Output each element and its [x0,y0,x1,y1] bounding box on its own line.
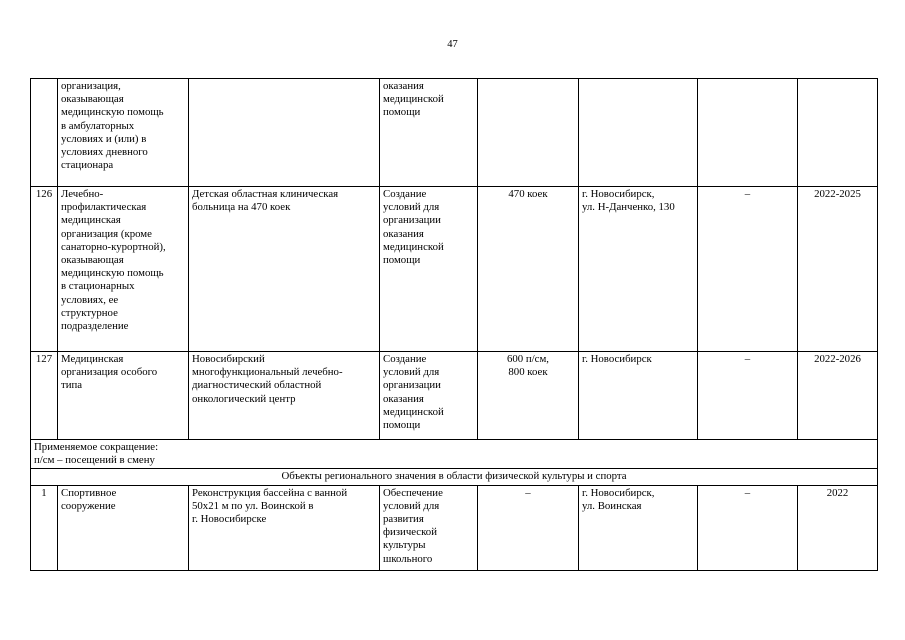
object-type-cell-line: структурное [61,306,118,319]
object-type-cell-line: санаторно-курортной), [61,240,166,253]
object-type-cell-line: медицинскую помощь [61,267,164,280]
capacity-cell-line: 470 коек [508,188,548,200]
object-type-cell-line: Медицинская [61,353,124,365]
purpose-cell-line: Создание [383,188,427,200]
purpose-cell [380,79,478,187]
capacity-cell-line: 600 п/см, [507,353,549,365]
purpose-cell-line: организации [383,379,441,392]
object-name-cell-line: Детская областная клиническая [192,188,339,200]
object-name-cell-line: Реконструкция бассейна с ванной [192,486,348,499]
purpose-cell-line: оказания [383,392,424,405]
table-row [31,485,878,570]
object-type-cell-line: условиях и (или) в [61,132,147,145]
capacity-cell [478,187,579,352]
capacity-cell [478,352,579,440]
location-cell-line: г. Новосибирск, [582,188,655,200]
location-cell [579,79,698,187]
zone-cell: – [698,485,798,570]
row-number-cell: 127 [31,352,58,440]
object-type-cell-line: профилактическая [61,201,147,214]
period-cell: 2022 [798,485,878,570]
object-type-cell [58,79,189,187]
purpose-cell-line: развития [383,513,424,526]
object-type-cell-line: Лечебно- [61,188,104,200]
purpose-cell-line: условий для [383,201,440,214]
purpose-cell-line: медицинской [383,93,444,106]
purpose-cell-line: медицинской [383,405,444,418]
table-row [31,187,878,352]
object-name-cell-line: онкологический центр [192,392,296,405]
purpose-cell-line: условий для [383,499,440,512]
location-cell [579,485,698,570]
purpose-cell-line: оказания [383,80,424,92]
row-number-cell: 1 [31,485,58,570]
object-type-cell-line: в стационарных [61,280,135,293]
object-type-cell-line: организация, [61,80,121,92]
object-type-cell [58,485,189,570]
object-type-cell-line: в амбулаторных [61,119,135,132]
object-type-cell-line: оказывающая [61,254,124,267]
object-type-cell [58,352,189,440]
object-name-cell [189,485,380,570]
object-name-cell-line: г. Новосибирске [192,513,267,526]
section-row [31,469,878,485]
location-cell-line: г. Новосибирск, [582,486,655,499]
period-cell: 2022-2025 [798,187,878,352]
purpose-cell-line: помощи [383,254,421,267]
purpose-cell [380,485,478,570]
objects-table [30,78,878,571]
location-cell [579,187,698,352]
capacity-cell [478,79,579,187]
table-row [31,79,878,187]
table-row [31,352,878,440]
object-name-cell-line: многофункциональный лечебно- [192,366,343,379]
period-cell [798,79,878,187]
object-type-cell-line: стационара [61,159,114,172]
location-cell-line: ул. Воинская [582,499,642,512]
zone-cell [698,79,798,187]
capacity-cell-line: 800 коек [508,366,548,379]
purpose-cell-line: медицинской [383,240,444,253]
object-type-cell-line: подразделение [61,320,129,333]
object-name-cell-line: 50x21 м по ул. Воинской в [192,499,314,512]
section-title: Объекты регионального значения в области физической культуры и спорта [31,469,878,485]
row-number-cell: 126 [31,187,58,352]
purpose-cell-line: школьного [383,552,433,565]
object-type-cell-line: типа [61,379,83,392]
object-type-cell-line: организация особого [61,366,158,379]
period-cell: 2022-2026 [798,352,878,440]
zone-cell: – [698,187,798,352]
page-number: 47 [447,39,458,50]
object-name-cell-line: диагностический областной [192,379,322,392]
capacity-cell-line: – [525,486,531,499]
object-name-cell [189,187,380,352]
abbreviation-note [31,440,878,469]
object-type-cell-line: организация (кроме [61,227,152,240]
object-name-cell-line: больница на 470 коек [192,201,291,214]
object-type-cell-line: условиях дневного [61,146,148,159]
object-type-cell-line: сооружение [61,499,116,512]
object-name-cell [189,79,380,187]
abbreviation-text: п/см – посещений в смену [34,454,155,467]
purpose-cell-line: физической [383,526,437,539]
object-type-cell-line: медицинскую помощь [61,106,164,119]
purpose-cell-line: организации [383,214,441,227]
object-name-cell [189,352,380,440]
object-type-cell-line: условиях, ее [61,293,119,306]
purpose-cell-line: оказания [383,227,424,240]
purpose-cell-line: культуры [383,539,426,552]
purpose-cell-line: помощи [383,419,421,432]
object-type-cell-line: Спортивное [61,486,117,499]
purpose-cell-line: помощи [383,106,421,119]
object-name-cell-line: Новосибирский [192,353,265,365]
purpose-cell [380,187,478,352]
location-cell-line: г. Новосибирск [582,353,652,365]
location-cell-line: ул. Н-Данченко, 130 [582,201,675,214]
purpose-cell [380,352,478,440]
object-type-cell-line: оказывающая [61,93,124,106]
capacity-cell [478,485,579,570]
object-type-cell-line: медицинская [61,214,121,227]
abbreviation-title: Применяемое сокращение: [34,441,159,453]
row-number-cell [31,79,58,187]
object-type-cell [58,187,189,352]
purpose-cell-line: Обеспечение [383,486,443,499]
purpose-cell-line: условий для [383,366,440,379]
purpose-cell-line: Создание [383,353,427,365]
location-cell [579,352,698,440]
abbreviation-row [31,440,878,469]
zone-cell: – [698,352,798,440]
